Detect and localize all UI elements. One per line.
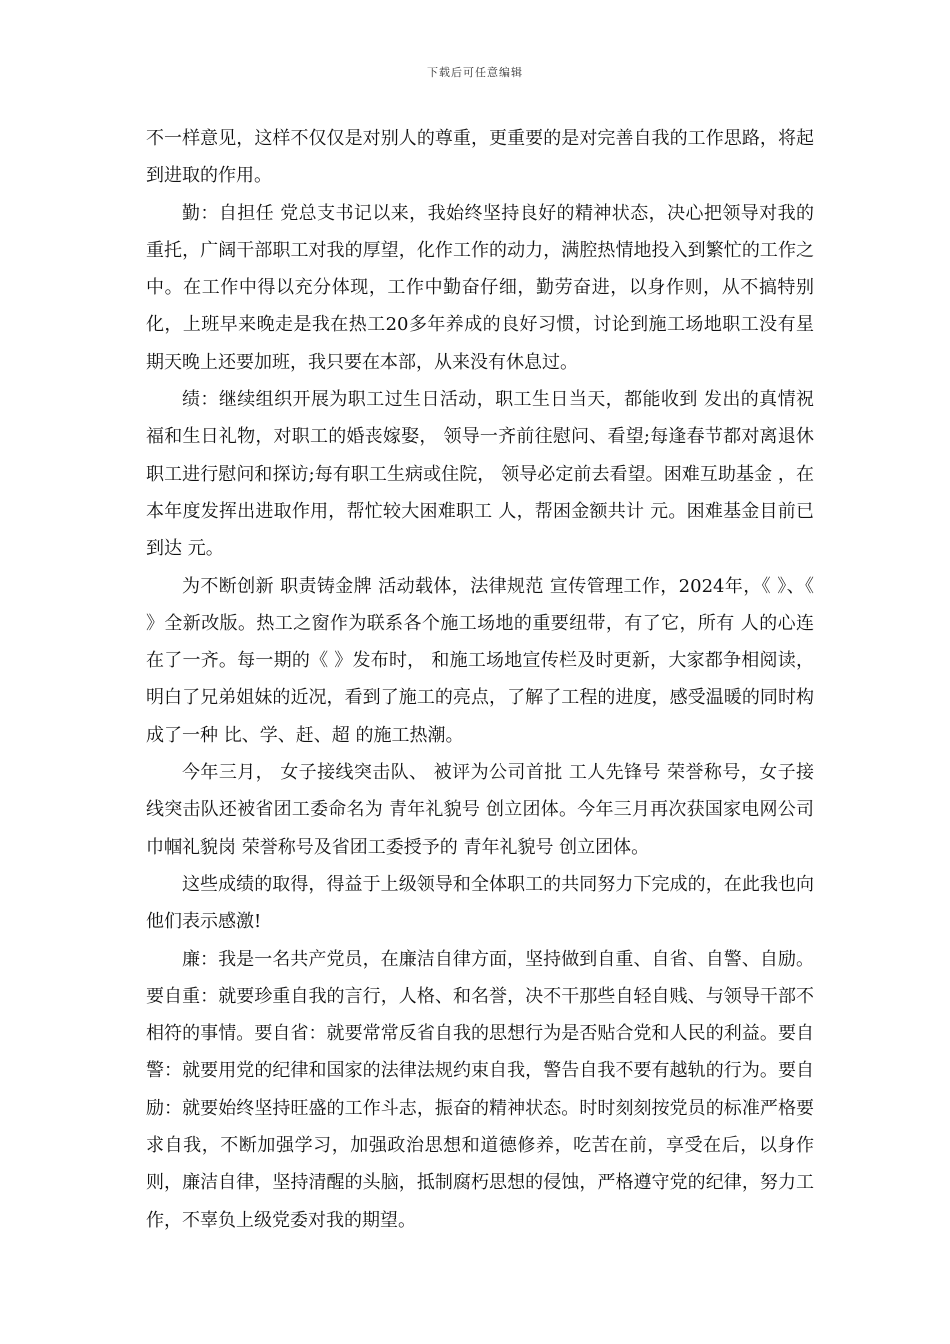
paragraph-publicity: 为不断创新 职责铸金牌 活动载体，法律规范 宣传管理工作，2024年，《 》、《 》全新改版。热工之窗作为联系各个施工场地的重要纽带，有了它，所有 人的心连在了一齐。每一期的《 》发布时， 和施工场地宣传栏及时更新，大家都争相阅读，明白了兄弟姐妹的近况，看到了施工的亮点，了解了工程的进度，感受温暖的同时构成了一种 比、学、赶、超 的施工热潮。	[146, 575, 814, 746]
paragraph-honors: 今年三月， 女子接线突击队、 被评为公司首批 工人先锋号 荣誉称号，女子接线突击队还被省团工委命名为 青年礼貌号 创立团体。今年三月再次获国家电网公司 巾帼礼貌岗 荣誉称号及省团工委授予的 青年礼貌号 创立团体。	[146, 762, 814, 858]
paragraph-diligence: 勤：自担任 党总支书记以来，我始终坚持良好的精神状态，决心把领导对我的重托，广阔干部职工对我的厚望，化作工作的动力，满腔热情地投入到繁忙的工作之中。在工作中得以充分体现，工作中勤奋仔细，勤劳奋进，以身作则，从不搞特别化，上班早来晚走是我在热工20多年养成的良好习惯，讨论到施工场地职工没有星期天晚上还要加班，我只要在本部，从来没有休息过。	[146, 202, 814, 373]
paragraph-continuation: 不一样意见，这样不仅仅是对别人的尊重，更重要的是对完善自我的工作思路，将起到进取的作用。	[146, 128, 814, 187]
paragraph-achievements: 绩：继续组织开展为职工过生日活动，职工生日当天，都能收到 发出的真情祝福和生日礼物，对职工的婚丧嫁娶， 领导一齐前往慰问、看望;每逢春节都对离退休职工进行慰问和探访;每有职工生病或住院， 领导必定前去看望。困难互助基金 ，在本年度发挥出进取作用，帮忙较大困难职工 人，帮困金额共计 元。困难基金目前已到达 元。	[146, 389, 814, 560]
document-body	[146, 120, 814, 1239]
page-header: 下载后可任意编辑	[427, 66, 523, 79]
paragraph-thanks: 这些成绩的取得，得益于上级领导和全体职工的共同努力下完成的，在此我也向他们表示感激!	[146, 873, 814, 933]
paragraph-integrity: 廉：我是一名共产党员，在廉洁自律方面，坚持做到自重、自省、自警、自励。要自重：就要珍重自我的言行，人格、和名誉，决不干那些自轻自贱、与领导干部不相符的事情。要自省：就要常常反省自我的思想行为是否贴合党和人民的利益。要自警：就要用党的纪律和国家的法律法规约束自我，警告自我不要有越轨的行为。要自励：就要始终坚持旺盛的工作斗志，振奋的精神状态。时时刻刻按党员的标准严格要求自我，不断加强学习，加强政治思想和道德修养，吃苦在前，享受在后，以身作则，廉洁自律，坚持清醒的头脑，抵制腐朽思想的侵蚀，严格遵守党的纪律，努力工作，不辜负上级党委对我的期望。	[146, 948, 814, 1231]
